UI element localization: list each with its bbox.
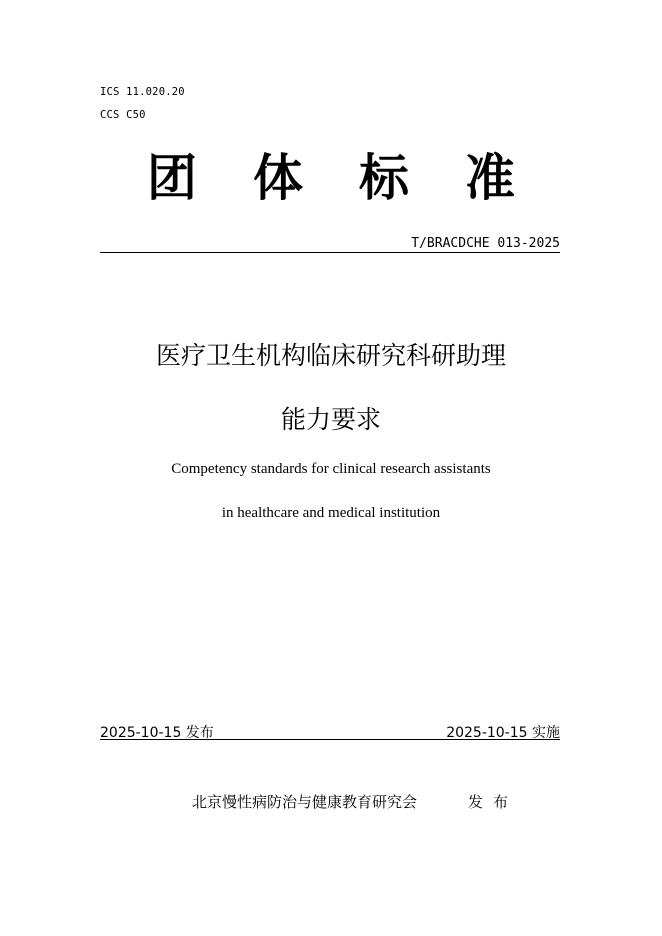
issue-label: 发布 <box>468 793 519 811</box>
issuing-organization: 北京慢性病防治与健康教育研究会 <box>192 793 418 811</box>
chinese-title-line-2: 能力要求 <box>280 405 381 434</box>
top-divider <box>100 252 560 253</box>
title-char-4: 准 <box>465 150 515 206</box>
english-title-line-2: in healthcare and medical institution <box>221 505 441 521</box>
english-title-line-1: Competency standards for clinical research assistants <box>171 461 491 477</box>
title-char-2: 体 <box>253 150 303 206</box>
publish-date: 2025-10-15 发布 <box>100 725 214 741</box>
chinese-title-line-1: 医疗卫生机构临床研究科研助理 <box>155 341 506 370</box>
title-char-3: 标 <box>359 150 409 206</box>
standard-number: T/BRACDCHE 013-2025 <box>411 236 560 251</box>
bottom-divider <box>100 739 560 740</box>
document-type-title <box>100 146 560 210</box>
ics-code: ICS 11.020.20 <box>100 86 185 98</box>
implement-date: 2025-10-15 实施 <box>446 725 560 741</box>
ccs-code: CCS C50 <box>100 109 146 121</box>
title-char-1: 团 <box>147 150 197 206</box>
